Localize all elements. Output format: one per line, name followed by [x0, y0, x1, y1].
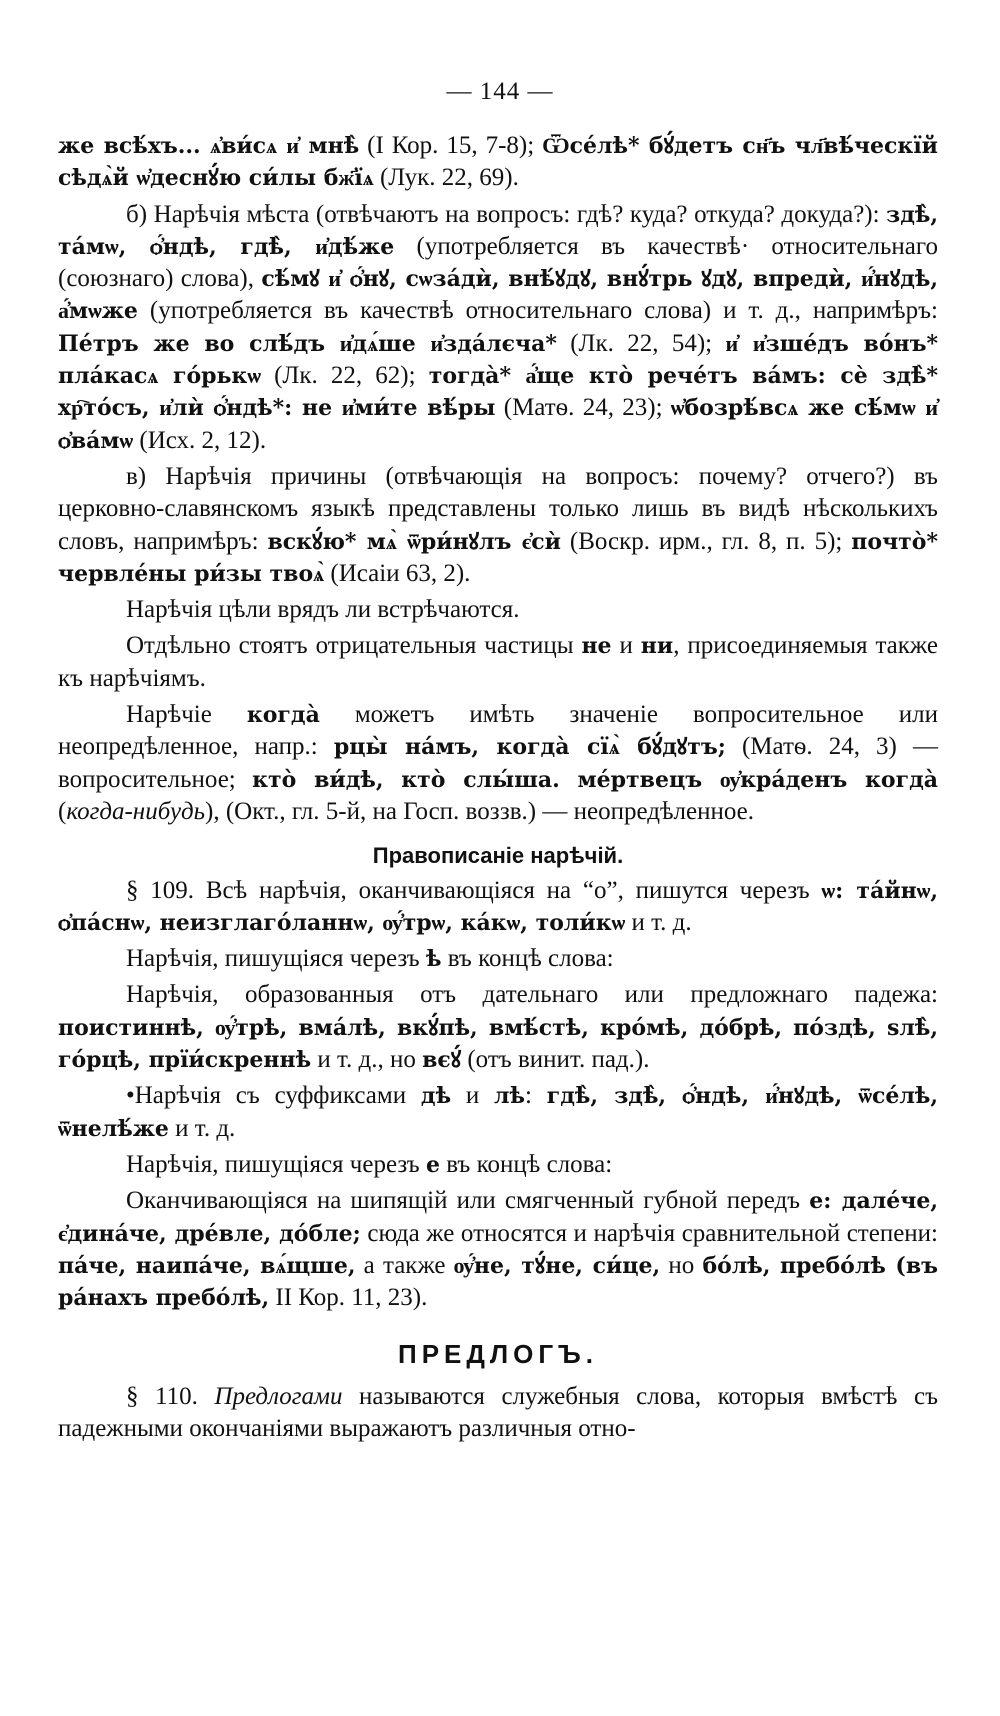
paragraph-5: [58, 630, 938, 695]
text: (I Кор. 15, 7-8);: [359, 132, 543, 159]
italic-text: когда-нибудь: [66, 797, 205, 825]
church-slavonic-text: тогда̀* а҆́ще кто̀ рече́тъ ва́мъ: сѐ здѣ̀* хр҇то́съ, и҆лѝ ѻ҆́ндѣ*: не и҆ми́те вѣ́ры: [58, 363, 938, 422]
text: (Лк. 22, 62);: [260, 362, 429, 390]
text: б) Нарѣчія мѣста (отвѣчаютъ на вопросъ: гдѣ? куда? откуда? докуда?):: [126, 200, 887, 228]
text: (Лук. 22, 69).: [373, 164, 519, 192]
church-slavonic-text: лѣ: [494, 1083, 526, 1110]
text: (Матѳ. 24, 3) — вопросительное;: [58, 733, 938, 793]
church-slavonic-text: ни: [640, 633, 674, 660]
paragraph-12: [58, 1185, 938, 1314]
text: (Матѳ. 24, 23);: [495, 394, 671, 422]
text: (Исх. 2, 12).: [133, 426, 267, 454]
church-slavonic-text: рцы̀ на́мъ, когда̀ сїѧ̀ бꙋ́дꙋтъ;: [333, 734, 726, 761]
text: •Нарѣчія съ суффиксами: [126, 1082, 421, 1110]
church-slavonic-text: па́че, наипа́че, вѧ́щше,: [58, 1252, 356, 1279]
paragraph-3: [58, 461, 938, 590]
text: (: [58, 797, 67, 825]
church-slavonic-text: здѣ̀, та́мѡ, ѻ҆́ндѣ, гдѣ̀, и҆дѣ́же: [58, 201, 938, 260]
text: :: [525, 1082, 547, 1110]
text: (отъ винит. пад.).: [461, 1046, 650, 1074]
text: Нарѣчіе: [126, 701, 247, 729]
church-slavonic-text: ѹ҆́не, тꙋ́не, си́це,: [453, 1252, 661, 1279]
section-heading: Правописаніе нарѣчій.: [372, 843, 624, 869]
text: и т. д.: [168, 1114, 236, 1142]
church-slavonic-text: Пе́тръ же во слѣ́дъ и҆дѧ́ше и҆зда́лєча*: [58, 330, 557, 357]
church-slavonic-text: сѣ́мꙋ и҆ ѻ҆́нꙋ, сѡза́дѝ, внѣ́ꙋдꙋ, внꙋ́трь ꙋдꙋ, впредѝ, и҆́нꙋдѣ, а҆́мѡже: [58, 266, 938, 325]
paragraph-13: [58, 1381, 938, 1446]
text: и: [451, 1082, 495, 1110]
page-body: [58, 130, 938, 1449]
text: и т. д., но: [311, 1046, 423, 1074]
text: (употребляется въ качествѣ относительнаго слова) и т. д., напримѣръ:: [137, 297, 938, 325]
church-slavonic-text: е: дале́че, є҆дина́че, дре́вле, до́бле;: [58, 1188, 938, 1247]
text: (употребляется въ качествѣ· относительнаго (союзнаго) слова),: [58, 232, 938, 293]
text: но: [660, 1251, 703, 1279]
text: § 110.: [126, 1382, 215, 1410]
text: (Воскр. ирм., гл. 8, п. 5);: [560, 527, 852, 555]
text: сюда же относятся и нарѣчія сравнительной степени:: [360, 1219, 939, 1247]
text: § 109. Всѣ нарѣчія, оканчивающіяся на “о”, пишутся черезъ: [126, 876, 822, 904]
text: можетъ имѣть значеніе вопросительное или неопредѣленное, напр.:: [58, 701, 939, 761]
paragraph-2: [58, 199, 938, 457]
paragraph-8: [58, 943, 938, 975]
text: называются служебныя слова, которыя вмѣстѣ съ падежными окончаніями выражаютъ различныя отно-: [58, 1382, 938, 1442]
church-slavonic-text: ѡ҆бозрѣ́всѧ же сѣ́мѡ и҆ ѻ҆ва́мѡ: [58, 395, 939, 454]
text: Оканчивающіяся на шипящій или смягченный губной передъ: [126, 1187, 810, 1215]
text: Нарѣчія, образованныя отъ дательнаго или предложнаго падежа:: [126, 981, 938, 1009]
text: II Кор. 11, 23).: [269, 1284, 428, 1312]
text: Нарѣчія, пишущіяся черезъ: [126, 945, 426, 973]
church-slavonic-text: когда̀: [246, 702, 320, 729]
church-slavonic-text: е: [426, 1151, 440, 1178]
text: (Лк. 22, 54);: [556, 329, 726, 357]
text: и: [611, 632, 641, 660]
text: , присоединяемыя также къ нарѣчіямъ.: [58, 632, 938, 692]
church-slavonic-text: дѣ: [420, 1083, 452, 1110]
church-slavonic-text: поистиннѣ, ѹ҆́трѣ, вма́лѣ, вкꙋ́пѣ, вмѣ́стѣ, кро́мѣ, до́брѣ, по́здѣ, ѕлѣ̀, го́рцѣ, прїи́скреннѣ: [58, 1014, 938, 1074]
text: ), (Окт., гл. 5-й, на Госп. воззв.) — неопредѣленное.: [205, 797, 755, 825]
church-slavonic-text: же всѣ́хъ... ѧ҆ви́сѧ и҆ мнѣ̀: [58, 133, 360, 159]
text: Нарѣчія цѣли врядъ ли встрѣчаются.: [126, 596, 520, 624]
paragraph-9: [58, 979, 938, 1076]
text: в) Нарѣчія причины (отвѣчающія на вопросъ: почему? отчего?) въ церковно-славянскомъ языкѣ представлены только лишь въ видѣ нѣсколькихъ словъ, напримѣръ:: [58, 462, 938, 555]
church-slavonic-text: вєꙋ́: [422, 1047, 462, 1074]
text: и т. д.: [625, 908, 692, 936]
church-slavonic-text: бо́лѣ, пребо́лѣ (въ ра́нахъ пребо́лѣ,: [58, 1252, 938, 1312]
church-slavonic-text: ѣ: [426, 946, 442, 973]
italic-text: Предлогами: [214, 1382, 343, 1410]
church-slavonic-text: и҆ и҆зше́дъ во́нъ* пла́касѧ го́рькѡ: [58, 330, 938, 390]
church-slavonic-text: ѡ: та́йнѡ, ѻ҆па́снѡ, неизглаго́ланнѡ, ѹ҆́трѡ, ка́кѡ, толи́кѡ: [58, 877, 939, 936]
text: въ концѣ слова:: [440, 1150, 613, 1178]
church-slavonic-text: вскꙋ́ю* мѧ̀ ѿри́нꙋлъ є҆сѝ: [267, 528, 561, 555]
paragraph-11: [58, 1149, 938, 1181]
text: Нарѣчія, пишущіяся черезъ: [126, 1150, 426, 1178]
paragraph-1: [58, 130, 938, 195]
text: а также: [355, 1251, 454, 1279]
church-slavonic-text: не: [581, 633, 612, 660]
paragraph-6: [58, 699, 938, 828]
page-number: — 144 —: [446, 78, 554, 105]
text: Отдѣльно стоятъ отрицательныя частицы: [126, 632, 582, 660]
text: въ концѣ слова:: [441, 945, 614, 973]
paragraph-10: [58, 1080, 938, 1145]
paragraph-4: [58, 594, 938, 626]
chapter-heading: ПРЕДЛОГЪ.: [398, 1339, 598, 1370]
church-slavonic-text: почто̀* червле́ны ри́зы твоѧ̀: [58, 528, 938, 587]
church-slavonic-text: гдѣ̀, здѣ̀, ѻ҆́ндѣ, и҆́нꙋдѣ, ѿсе́лѣ, ѿнелѣ́же: [58, 1083, 938, 1142]
church-slavonic-text: Ѿсе́лѣ* бꙋ́детъ сн҃ъ чл҃вѣ́ческїй сѣдѧ̀й ѡ҆деснꙋ́ю си́лы бж҃їѧ: [58, 133, 938, 192]
text: (Исаіи 63, 2).: [324, 559, 471, 587]
paragraph-7: [58, 875, 938, 940]
church-slavonic-text: кто̀ ви́дѣ, кто̀ слы́ша. ме́ртвецъ ѹ҆кра́денъ когда̀: [252, 766, 938, 793]
